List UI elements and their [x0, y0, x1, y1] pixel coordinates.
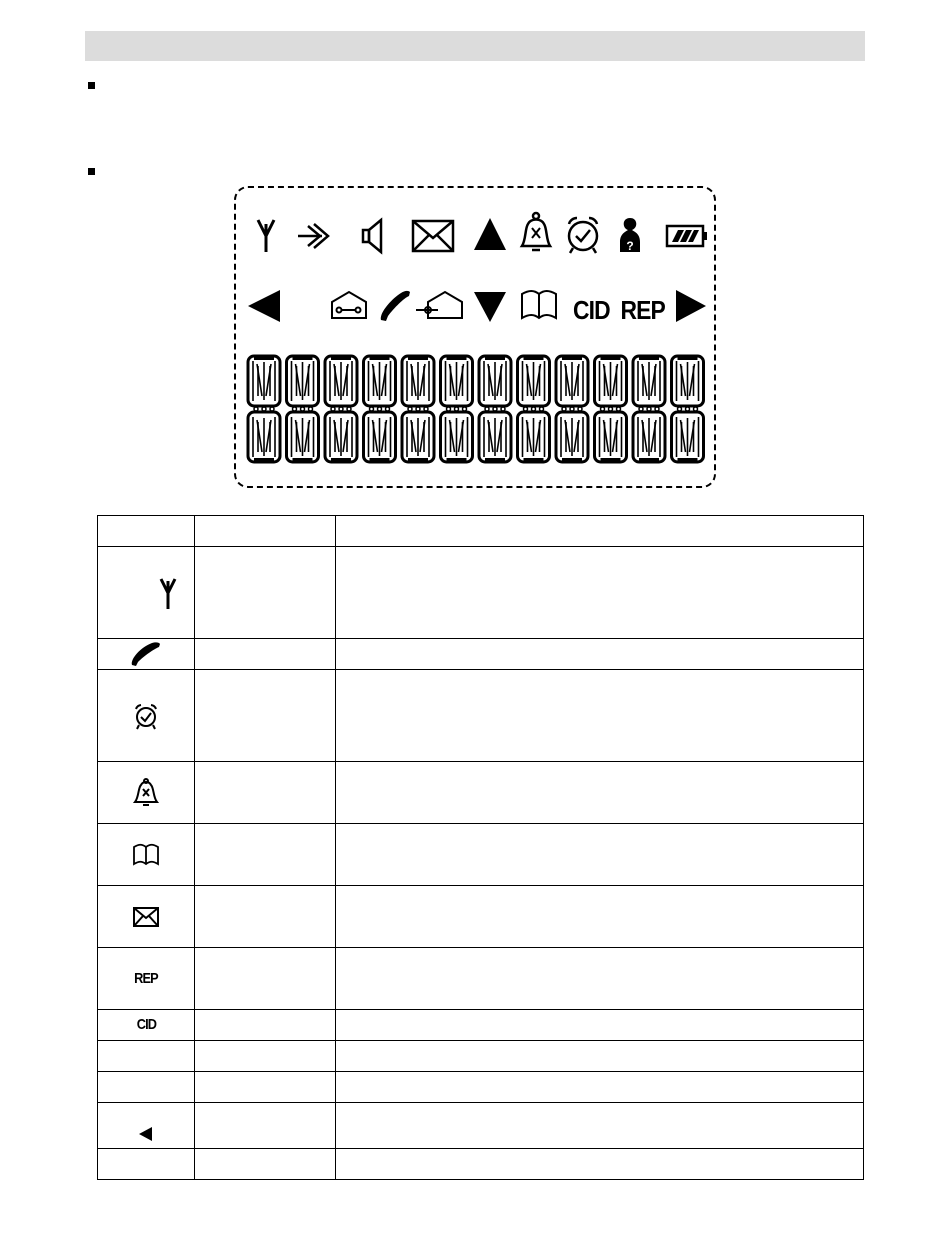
- name-cell: [195, 1010, 336, 1041]
- svg-text:?: ?: [626, 239, 634, 253]
- home-base-icon: [332, 292, 366, 318]
- lcd-character-cell: [441, 356, 473, 411]
- left-arrow-icon: [248, 290, 280, 322]
- description-cell: [336, 886, 864, 948]
- table-row: [98, 670, 864, 762]
- unknown-caller-icon: [620, 218, 640, 253]
- alarm-clock-icon: [569, 218, 597, 253]
- lcd-icons: [236, 188, 714, 486]
- handset-icon: [126, 641, 166, 667]
- table-row: [98, 886, 864, 948]
- icon-cell: [98, 1041, 195, 1072]
- description-cell: [336, 762, 864, 824]
- lcd-rep-label: REP: [620, 296, 665, 326]
- lcd-character-cell: [595, 356, 627, 411]
- lcd-character-cell: [672, 412, 704, 462]
- lcd-cid-label: CID: [573, 296, 610, 326]
- ringer-off-icon: [131, 778, 161, 808]
- bullet-2: [88, 168, 95, 175]
- segment-character-matrix: [248, 356, 704, 462]
- envelope-icon: [413, 221, 453, 251]
- table-row: [98, 948, 864, 1010]
- description-cell: [336, 1041, 864, 1072]
- name-cell: [195, 762, 336, 824]
- lcd-character-cell: [633, 356, 665, 411]
- battery-icon: [667, 226, 707, 246]
- lcd-character-cell: [518, 412, 550, 462]
- extension-icon: [416, 292, 462, 318]
- lcd-character-cell: [556, 412, 588, 462]
- lcd-character-cell: [402, 356, 434, 411]
- description-cell: [336, 1010, 864, 1041]
- right-arrow-icon: [676, 290, 706, 322]
- lcd-character-cell: [287, 412, 319, 462]
- table-row: [98, 639, 864, 670]
- left-arrow-icon: [136, 1126, 156, 1142]
- name-cell: [195, 1041, 336, 1072]
- speaker-icon: [363, 220, 381, 252]
- table-row: [98, 1041, 864, 1072]
- icon-cell: [98, 639, 195, 670]
- icon-cell: [98, 1072, 195, 1103]
- name-cell: [195, 547, 336, 639]
- description-cell: [336, 670, 864, 762]
- lcd-character-cell: [325, 356, 357, 411]
- header-description-cell: [336, 516, 864, 547]
- name-cell: [195, 948, 336, 1010]
- icon-cell: [98, 1149, 195, 1180]
- name-cell: [195, 886, 336, 948]
- icon-cell: [98, 670, 195, 762]
- header-icon-cell: [98, 516, 195, 547]
- table-row: [98, 1010, 864, 1041]
- lcd-character-cell: [633, 412, 665, 462]
- icon-cell: [98, 824, 195, 886]
- icon-cell: [98, 948, 195, 1010]
- lcd-character-cell: [556, 356, 588, 411]
- handset-icon: [381, 291, 410, 321]
- cid-text-icon: CID: [136, 1016, 156, 1033]
- name-cell: [195, 670, 336, 762]
- table-row: [98, 762, 864, 824]
- lcd-character-cell: [325, 412, 357, 462]
- table-row: [98, 1103, 864, 1149]
- icon-legend-table: [97, 515, 864, 1180]
- lcd-character-cell: [479, 356, 511, 411]
- icon-cell: [98, 762, 195, 824]
- icon-cell: [98, 1103, 195, 1149]
- bullet-1: [88, 82, 95, 89]
- description-cell: [336, 1072, 864, 1103]
- phonebook-icon: [522, 291, 556, 318]
- section-header-bar: [85, 31, 865, 61]
- name-cell: [195, 639, 336, 670]
- icon-cell: [98, 1010, 195, 1041]
- lcd-character-cell: [672, 356, 704, 411]
- table-row: [98, 824, 864, 886]
- description-cell: [336, 1149, 864, 1180]
- envelope-icon: [131, 905, 161, 929]
- table-header-row: [98, 516, 864, 547]
- description-cell: [336, 547, 864, 639]
- rep-text-icon: REP: [134, 969, 158, 987]
- antenna-icon: [258, 220, 274, 252]
- lcd-character-cell: [479, 412, 511, 462]
- antenna-icon: [148, 573, 188, 613]
- ringer-off-icon: [522, 213, 550, 250]
- lcd-character-cell: [364, 356, 396, 411]
- description-cell: [336, 639, 864, 670]
- description-cell: [336, 948, 864, 1010]
- alarm-clock-icon: [131, 701, 161, 731]
- table-row: [98, 1149, 864, 1180]
- name-cell: [195, 824, 336, 886]
- down-arrow-icon: [474, 292, 506, 322]
- lcd-character-cell: [248, 412, 280, 462]
- lcd-character-cell: [248, 356, 280, 411]
- lcd-character-cell: [402, 412, 434, 462]
- table-row: [98, 547, 864, 639]
- description-cell: [336, 1103, 864, 1149]
- lcd-character-cell: [287, 356, 319, 411]
- icon-cell: [98, 547, 195, 639]
- description-cell: [336, 824, 864, 886]
- table-row: [98, 1072, 864, 1103]
- lcd-character-cell: [518, 356, 550, 411]
- lcd-character-cell: [595, 412, 627, 462]
- lcd-display-diagram: [234, 186, 716, 488]
- signal-in-arrow-icon: [298, 224, 328, 248]
- name-cell: [195, 1149, 336, 1180]
- up-arrow-icon: [474, 218, 506, 250]
- lcd-character-cell: [364, 412, 396, 462]
- header-name-cell: [195, 516, 336, 547]
- icon-cell: [98, 886, 195, 948]
- name-cell: [195, 1072, 336, 1103]
- phonebook-icon: [131, 843, 161, 867]
- name-cell: [195, 1103, 336, 1149]
- lcd-character-cell: [441, 412, 473, 462]
